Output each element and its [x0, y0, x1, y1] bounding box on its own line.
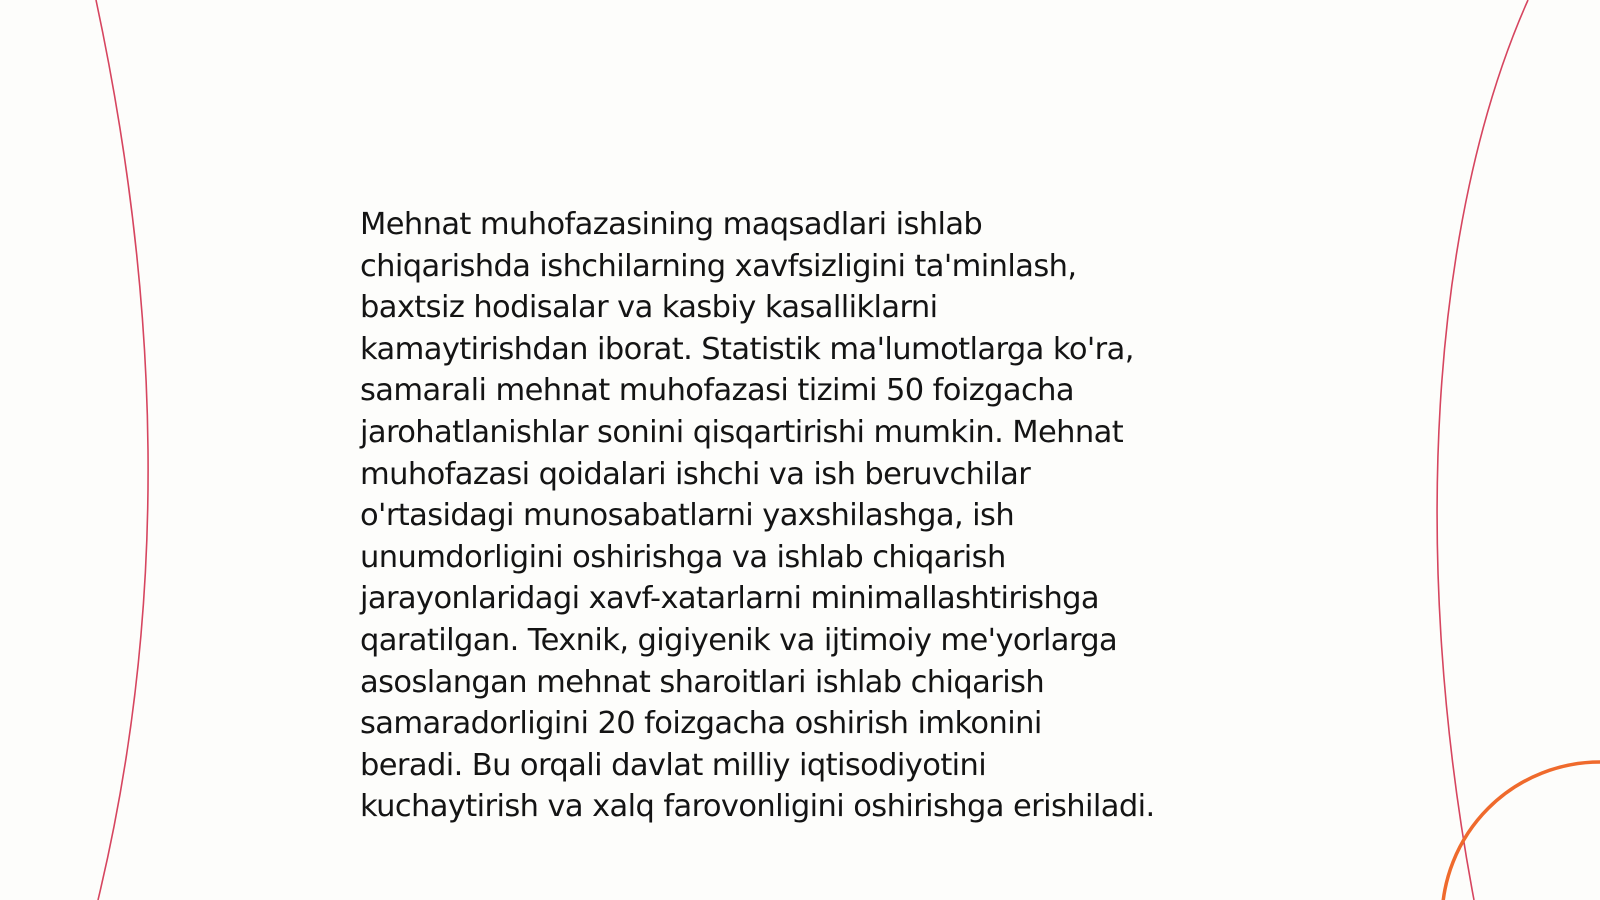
- body-paragraph: Mehnat muhofazasining maqsadlari ishlab chiqarishda ishchilarning xavfsizligini ta'minlash, baxtsiz hodisalar va kasbiy kasalliklarni kamaytirishdan iborat. Statistik ma'lumotlarga ko'ra, samarali mehnat muhofazasi tizimi 50 foizgacha jarohatlanishlar sonini qisqartirishi mumkin. Mehnat muhofazasi qoidalari ishchi va ish beruvchilar o'rtasidagi munosabatlarni yaxshilashga, ish unumdorligini oshirishga va ishlab chiqarish jarayonlaridagi xavf-xatarlarni minimallashtirishga qaratilgan. Texnik, gigiyenik va ijtimoiy me'yorlarga asoslangan mehnat sharoitlari ishlab chiqarish samaradorligini 20 foizgacha oshirish imkonini beradi. Bu orqali davlat milliy iqtisodiyotini kuchaytirish va xalq farovonligini oshirishga erishiladi.: [360, 207, 1155, 825]
- left-curve-line: [96, 0, 148, 900]
- right-curve-line: [1437, 0, 1528, 900]
- accent-circle-arc: [1442, 762, 1600, 900]
